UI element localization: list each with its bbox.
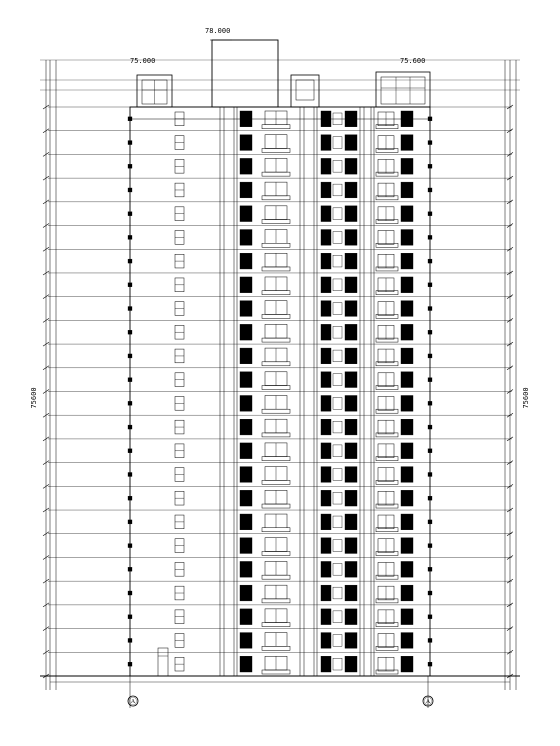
dark-window-panel (401, 230, 413, 246)
dark-window-panel (240, 301, 252, 317)
stair-core-top (212, 40, 278, 107)
mid-window (333, 255, 342, 267)
dark-window-panel (240, 158, 252, 174)
dark-window-panel (321, 230, 331, 246)
floor-marker-right (428, 449, 432, 453)
balcony-rail (262, 528, 290, 532)
dark-window-panel (345, 585, 357, 601)
floor-marker-left (128, 472, 132, 476)
window-grid (128, 111, 432, 674)
floor-marker-left (128, 378, 132, 382)
dark-window-panel (401, 609, 413, 625)
mid-window (333, 160, 342, 172)
floor-marker-left (128, 662, 132, 666)
dark-window-panel (240, 230, 252, 246)
dark-window-panel (345, 467, 357, 483)
dark-window-panel (240, 135, 252, 151)
dimension-lines (40, 60, 520, 708)
floor-marker-right (428, 544, 432, 548)
floor-marker-right (428, 212, 432, 216)
dark-window-panel (401, 111, 413, 127)
dark-window-panel (401, 633, 413, 649)
mid-window (333, 232, 342, 244)
axis-label-right: Ⓐ (424, 697, 432, 706)
dark-window-panel (401, 538, 413, 554)
floor-marker-right (428, 496, 432, 500)
dark-window-panel (401, 467, 413, 483)
balcony-rail (376, 457, 398, 461)
balcony-rail (376, 338, 398, 342)
dark-window-panel (345, 633, 357, 649)
balcony-rail (376, 409, 398, 413)
floor-marker-right (428, 141, 432, 145)
dark-window-panel (321, 633, 331, 649)
mid-window (333, 421, 342, 433)
dark-window-panel (321, 538, 331, 554)
dark-window-panel (321, 396, 331, 412)
floor-marker-left (128, 141, 132, 145)
floor-marker-right (428, 425, 432, 429)
dark-window-panel (321, 419, 331, 435)
dark-window-panel (345, 277, 357, 293)
mid-window (333, 563, 342, 575)
dark-window-panel (401, 396, 413, 412)
dark-window-panel (401, 419, 413, 435)
balcony-rail (262, 125, 290, 129)
balcony-rail (262, 220, 290, 224)
balcony-rail (262, 575, 290, 579)
balcony-rail (262, 457, 290, 461)
dark-window-panel (240, 206, 252, 222)
mid-window (333, 445, 342, 457)
mid-window (333, 184, 342, 196)
balcony-rail (376, 196, 398, 200)
floor-marker-left (128, 567, 132, 571)
dark-window-panel (321, 182, 331, 198)
dark-window-panel (321, 324, 331, 340)
balcony-rail (376, 148, 398, 152)
mid-window (333, 350, 342, 362)
floor-marker-right (428, 378, 432, 382)
mid-window (333, 635, 342, 647)
floor-marker-right (428, 638, 432, 642)
mid-window (333, 326, 342, 338)
dark-window-panel (321, 609, 331, 625)
floor-marker-left (128, 496, 132, 500)
balcony-rail (262, 362, 290, 366)
balcony-rail (376, 125, 398, 129)
balcony-rail (262, 504, 290, 508)
balcony-rail (262, 623, 290, 627)
dark-window-panel (345, 301, 357, 317)
dark-window-panel (240, 324, 252, 340)
axis-label-left: Ⓐ (129, 697, 137, 706)
dark-window-panel (240, 514, 252, 530)
mid-window (333, 587, 342, 599)
dark-window-panel (321, 372, 331, 388)
dark-window-panel (401, 585, 413, 601)
dark-window-panel (240, 348, 252, 364)
dark-window-panel (401, 301, 413, 317)
dark-window-panel (401, 135, 413, 151)
floor-marker-left (128, 235, 132, 239)
dark-window-panel (240, 561, 252, 577)
balcony-rail (262, 148, 290, 152)
dark-window-panel (240, 419, 252, 435)
floor-marker-left (128, 425, 132, 429)
dark-window-panel (345, 206, 357, 222)
floor-marker-right (428, 567, 432, 571)
top-level-label: 78.000 (205, 27, 231, 35)
dark-window-panel (345, 443, 357, 459)
floor-marker-left (128, 544, 132, 548)
roof-level-right-label: 75.600 (400, 57, 426, 65)
dark-window-panel (321, 111, 331, 127)
dark-window-panel (401, 206, 413, 222)
dark-window-panel (345, 348, 357, 364)
dark-window-panel (345, 656, 357, 672)
dark-window-panel (321, 206, 331, 222)
dark-window-panel (240, 490, 252, 506)
dark-window-panel (401, 656, 413, 672)
dark-window-panel (240, 277, 252, 293)
line-work (40, 40, 520, 682)
floor-marker-right (428, 283, 432, 287)
floor-marker-right (428, 615, 432, 619)
dark-window-panel (321, 277, 331, 293)
mid-window (333, 516, 342, 528)
dark-window-panel (240, 609, 252, 625)
floor-marker-left (128, 354, 132, 358)
dark-window-panel (321, 158, 331, 174)
floor-marker-left (128, 283, 132, 287)
dark-window-panel (345, 135, 357, 151)
floor-marker-right (428, 662, 432, 666)
dark-window-panel (345, 182, 357, 198)
dark-window-panel (240, 633, 252, 649)
dark-window-panel (240, 111, 252, 127)
dark-window-panel (240, 585, 252, 601)
balcony-rail (376, 646, 398, 650)
balcony-rail (262, 551, 290, 555)
dark-window-panel (240, 182, 252, 198)
dark-window-panel (401, 372, 413, 388)
dark-window-panel (321, 253, 331, 269)
balcony-rail (262, 196, 290, 200)
balcony-rail (376, 623, 398, 627)
balcony-rail (376, 172, 398, 176)
balcony-rail (376, 670, 398, 674)
dark-window-panel (321, 514, 331, 530)
dark-window-panel (401, 253, 413, 269)
balcony-rail (262, 386, 290, 390)
dark-window-panel (345, 490, 357, 506)
mid-window (333, 303, 342, 315)
floor-marker-left (128, 117, 132, 121)
floor-marker-left (128, 330, 132, 334)
balcony-rail (262, 433, 290, 437)
dark-window-panel (345, 230, 357, 246)
dark-window-panel (345, 324, 357, 340)
dark-window-panel (345, 514, 357, 530)
floor-marker-right (428, 520, 432, 524)
floor-marker-left (128, 638, 132, 642)
balcony-rail (262, 646, 290, 650)
floor-marker-left (128, 401, 132, 405)
total-height-right-label: 75600 (522, 387, 530, 409)
dark-window-panel (240, 656, 252, 672)
mid-window (333, 540, 342, 552)
balcony-rail (262, 267, 290, 271)
balcony-rail (376, 528, 398, 532)
dark-window-panel (401, 348, 413, 364)
balcony-rail (376, 362, 398, 366)
dark-window-panel (401, 490, 413, 506)
balcony-rail (376, 480, 398, 484)
balcony-rail (376, 220, 398, 224)
mid-window (333, 658, 342, 670)
floor-marker-right (428, 307, 432, 311)
balcony-rail (262, 291, 290, 295)
dark-window-panel (240, 443, 252, 459)
balcony-rail (262, 599, 290, 603)
dark-window-panel (321, 135, 331, 151)
floor-marker-left (128, 188, 132, 192)
floor-marker-left (128, 449, 132, 453)
balcony-rail (376, 551, 398, 555)
dark-window-panel (321, 585, 331, 601)
dark-window-panel (401, 158, 413, 174)
floor-marker-right (428, 354, 432, 358)
total-height-left-label: 75600 (30, 387, 38, 409)
balcony-rail (262, 480, 290, 484)
mid-window (333, 469, 342, 481)
balcony-rail (262, 670, 290, 674)
balcony-rail (376, 314, 398, 318)
floor-marker-right (428, 235, 432, 239)
dark-window-panel (345, 561, 357, 577)
balcony-rail (262, 338, 290, 342)
balcony-rail (376, 291, 398, 295)
balcony-rail (376, 243, 398, 247)
dark-window-panel (321, 443, 331, 459)
dark-window-panel (345, 111, 357, 127)
floor-marker-left (128, 259, 132, 263)
dark-window-panel (401, 561, 413, 577)
mid-window (333, 492, 342, 504)
dark-window-panel (345, 253, 357, 269)
mid-window (333, 611, 342, 623)
dark-window-panel (240, 538, 252, 554)
floor-marker-right (428, 164, 432, 168)
mid-window (333, 208, 342, 220)
floor-marker-right (428, 117, 432, 121)
floor-marker-left (128, 615, 132, 619)
balcony-rail (376, 504, 398, 508)
dark-window-panel (345, 372, 357, 388)
dark-window-panel (345, 609, 357, 625)
dark-window-panel (321, 656, 331, 672)
floor-marker-left (128, 164, 132, 168)
dark-window-panel (345, 538, 357, 554)
balcony-rail (376, 433, 398, 437)
floor-marker-left (128, 591, 132, 595)
floor-marker-right (428, 188, 432, 192)
mid-window (333, 374, 342, 386)
floor-marker-left (128, 307, 132, 311)
roof-tower-right-window (381, 77, 425, 104)
dark-window-panel (240, 396, 252, 412)
floor-marker-right (428, 330, 432, 334)
balcony-rail (262, 172, 290, 176)
balcony-rail (262, 314, 290, 318)
roof-level-left-label: 75.000 (130, 57, 156, 65)
dark-window-panel (321, 348, 331, 364)
balcony-rail (376, 575, 398, 579)
floor-marker-left (128, 520, 132, 524)
dark-window-panel (401, 277, 413, 293)
floor-marker-right (428, 591, 432, 595)
floor-marker-right (428, 259, 432, 263)
dark-window-panel (401, 443, 413, 459)
dark-window-panel (321, 490, 331, 506)
mid-window (333, 137, 342, 149)
dark-window-panel (401, 324, 413, 340)
dark-window-panel (401, 514, 413, 530)
balcony-rail (376, 386, 398, 390)
balcony-rail (262, 243, 290, 247)
dark-window-panel (240, 253, 252, 269)
dark-window-panel (401, 182, 413, 198)
dark-window-panel (321, 467, 331, 483)
dark-window-panel (321, 561, 331, 577)
balcony-rail (262, 409, 290, 413)
dark-window-panel (240, 467, 252, 483)
floor-marker-left (128, 212, 132, 216)
mid-window (333, 279, 342, 291)
dark-window-panel (345, 419, 357, 435)
balcony-rail (376, 267, 398, 271)
floor-marker-right (428, 401, 432, 405)
mid-window (333, 398, 342, 410)
floor-marker-right (428, 472, 432, 476)
dark-window-panel (240, 372, 252, 388)
balcony-rail (376, 599, 398, 603)
dark-window-panel (345, 396, 357, 412)
dark-window-panel (345, 158, 357, 174)
dark-window-panel (321, 301, 331, 317)
